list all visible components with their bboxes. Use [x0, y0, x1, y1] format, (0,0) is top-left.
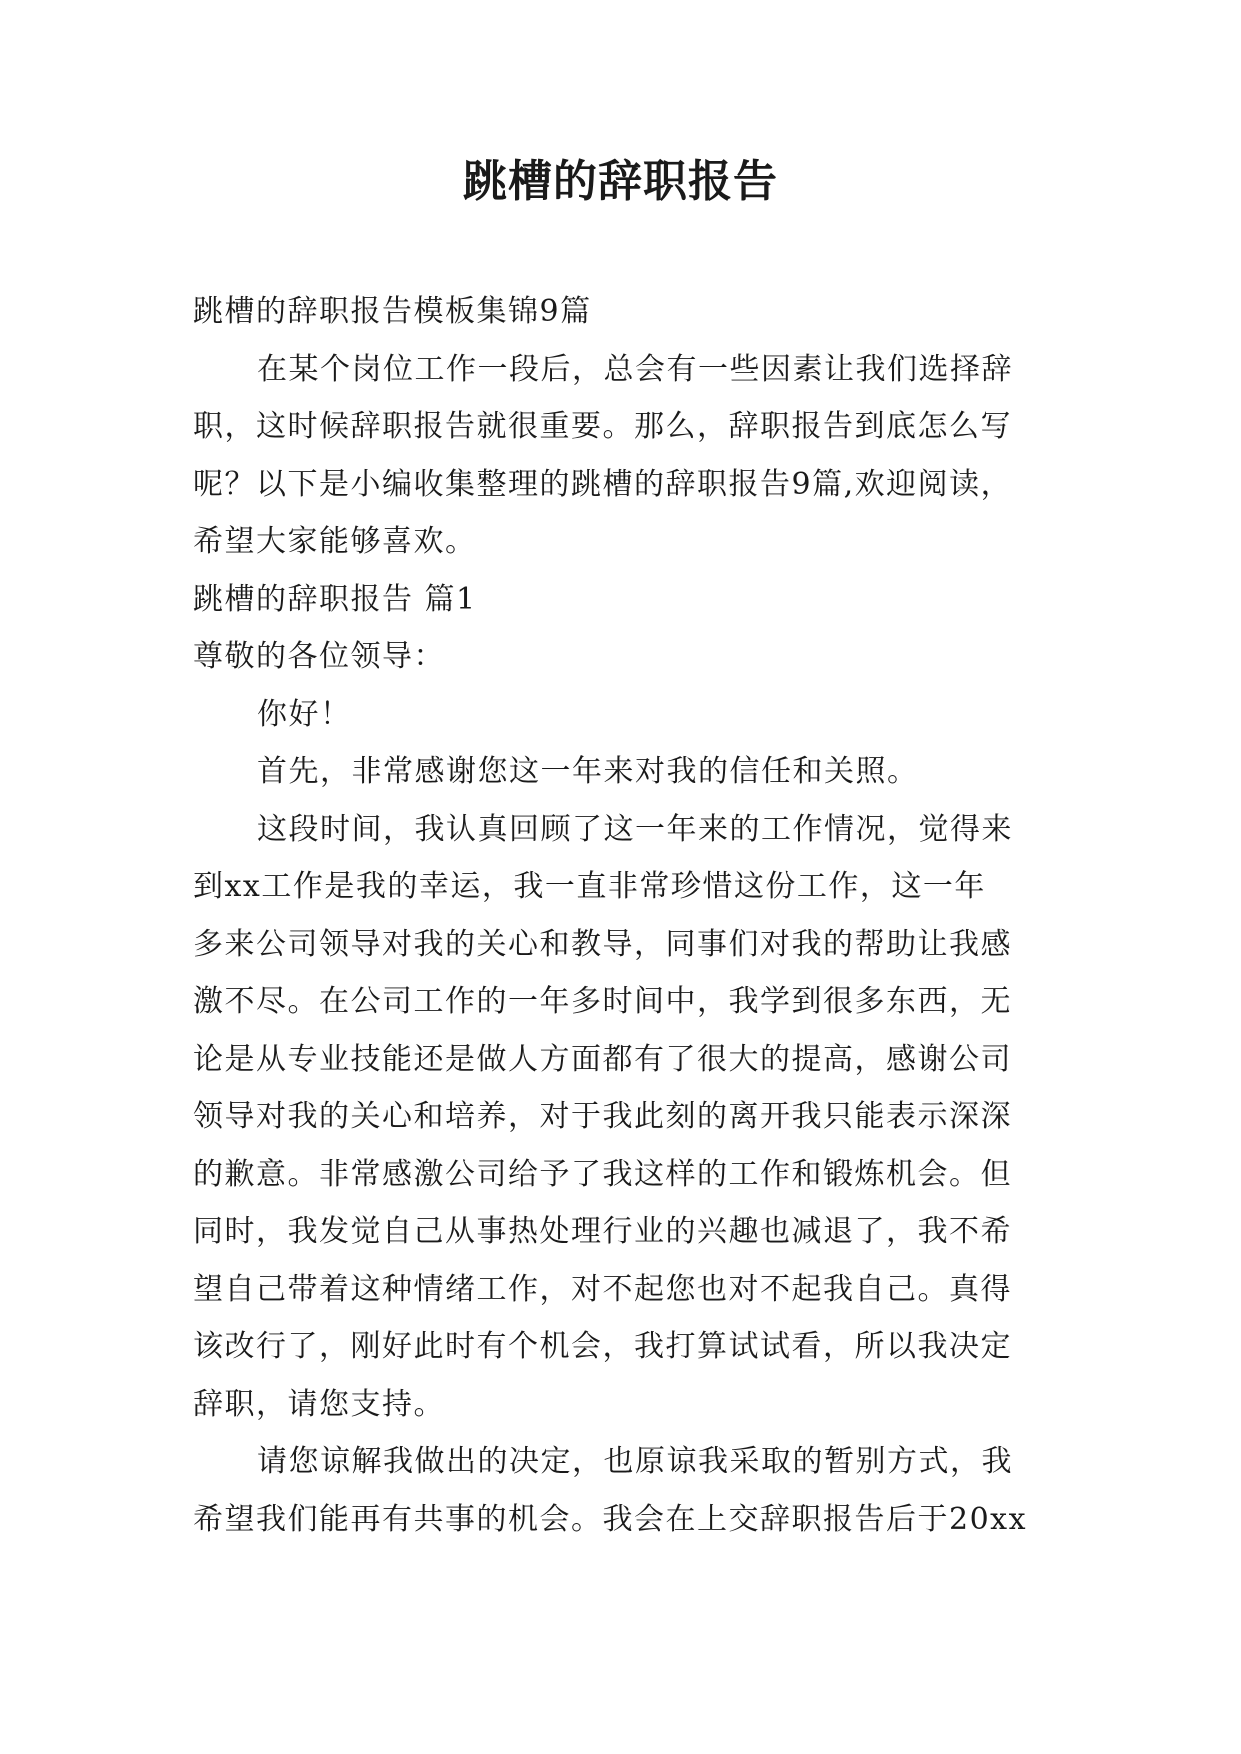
text-line: 这段时间，我认真回顾了这一年来的工作情况，觉得来	[257, 811, 1013, 847]
salutation	[193, 628, 1063, 686]
paragraph-main	[193, 801, 1063, 1434]
text-line: 论是从专业技能还是做人方面都有了很大的提高，感谢公司	[193, 1041, 1012, 1077]
paragraph-thanks	[193, 743, 1063, 801]
text-line: 同时，我发觉自己从事热处理行业的兴趣也减退了，我不希	[193, 1214, 1012, 1249]
text-line: 首先，非常感谢您这一年来对我的信任和关照。	[257, 754, 919, 789]
text-line: 你好！	[257, 696, 352, 732]
text-line: 该改行了，刚好此时有个机会，我打算试试看，所以我决定	[193, 1329, 1012, 1364]
text-line: 在某个岗位工作一段后，总会有一些因素让我们选择辞	[257, 351, 1013, 387]
paragraph-closing	[193, 1433, 1063, 1548]
greeting	[193, 686, 1063, 744]
document-body	[193, 283, 1063, 1548]
text-line: 到xx工作是我的幸运，我一直非常珍惜这份工作，这一年	[193, 869, 986, 904]
text-line: 的歉意。非常感激公司给予了我这样的工作和锻炼机会。但	[193, 1156, 1012, 1192]
text-line: 跳槽的辞职报告 篇1	[193, 581, 477, 617]
text-line: 职，这时候辞职报告就很重要。那么，辞职报告到底怎么写	[193, 409, 1012, 444]
paragraph-intro	[193, 341, 1063, 571]
paragraph-subtitle	[193, 283, 1063, 341]
text-line: 辞职，请您支持。	[193, 1386, 445, 1422]
text-line: 跳槽的辞职报告模板集锦9篇	[193, 294, 592, 329]
text-line: 多来公司领导对我的关心和教导，同事们对我的帮助让我感	[193, 926, 1012, 962]
text-line: 请您谅解我做出的决定，也原谅我采取的暂别方式，我	[257, 1444, 1013, 1479]
text-line: 领导对我的关心和培养，对于我此刻的离开我只能表示深深	[193, 1099, 1012, 1134]
text-line: 尊敬的各位领导：	[193, 639, 445, 674]
section-heading	[193, 571, 1063, 629]
text-line: 望自己带着这种情绪工作，对不起您也对不起我自己。真得	[193, 1271, 1012, 1307]
text-line: 激不尽。在公司工作的一年多时间中，我学到很多东西，无	[193, 984, 1012, 1019]
document-title: 跳槽的辞职报告	[463, 156, 778, 207]
text-line: 呢？以下是小编收集整理的跳槽的辞职报告9篇,欢迎阅读，	[193, 466, 1013, 502]
text-line: 希望我们能再有共事的机会。我会在上交辞职报告后于20xx	[193, 1501, 1028, 1537]
text-line: 希望大家能够喜欢。	[193, 524, 477, 559]
